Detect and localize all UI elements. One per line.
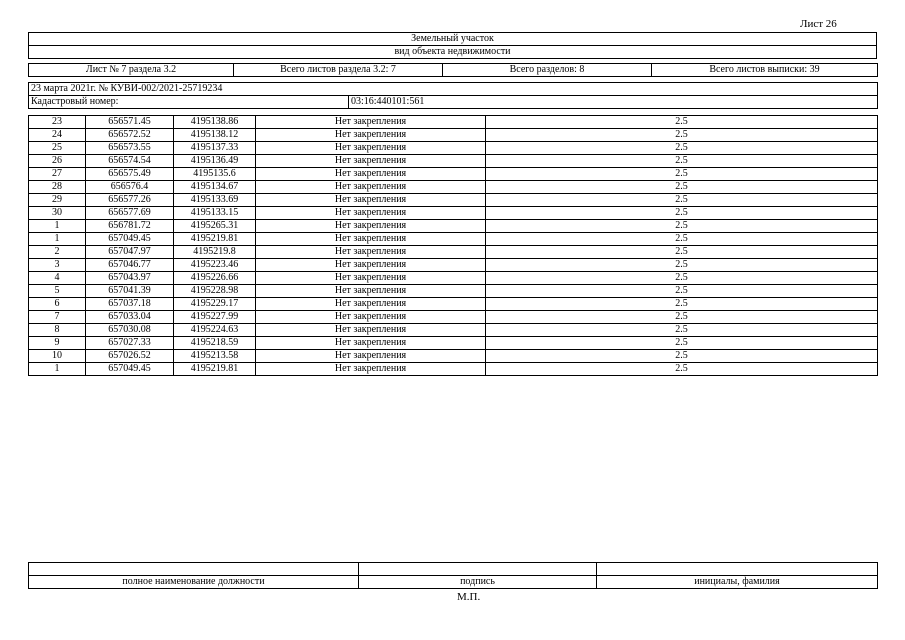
table-row — [29, 350, 878, 363]
accuracy: 2.5 — [486, 233, 878, 246]
point-number: 25 — [29, 142, 86, 155]
point-number: 1 — [29, 363, 86, 376]
object-type: Земельный участок — [29, 33, 877, 46]
header-table — [28, 32, 877, 59]
table-row — [29, 129, 878, 142]
coord-x: 656572.52 — [86, 129, 174, 142]
accuracy: 2.5 — [486, 350, 878, 363]
total-sheets: Всего листов выписки: 39 — [652, 64, 878, 77]
fixation-method: Нет закрепления — [256, 285, 486, 298]
coord-x: 656571.45 — [86, 116, 174, 129]
coord-y: 4195219.81 — [174, 233, 256, 246]
point-number: 8 — [29, 324, 86, 337]
table-row — [29, 246, 878, 259]
point-number: 27 — [29, 168, 86, 181]
coord-x: 656577.26 — [86, 194, 174, 207]
point-number: 10 — [29, 350, 86, 363]
accuracy: 2.5 — [486, 155, 878, 168]
accuracy: 2.5 — [486, 298, 878, 311]
point-number: 1 — [29, 220, 86, 233]
point-number: 5 — [29, 285, 86, 298]
accuracy: 2.5 — [486, 259, 878, 272]
coord-y: 4195135.6 — [174, 168, 256, 181]
sheet-label: Лист 26 — [800, 18, 837, 30]
table-row — [29, 142, 878, 155]
coord-y: 4195226.66 — [174, 272, 256, 285]
table-row — [29, 285, 878, 298]
fixation-method: Нет закрепления — [256, 116, 486, 129]
table-row — [29, 337, 878, 350]
table-row — [29, 272, 878, 285]
coordinates-table — [28, 115, 878, 376]
seal-label: М.П. — [457, 591, 481, 603]
coord-x: 656575.49 — [86, 168, 174, 181]
point-number: 23 — [29, 116, 86, 129]
table-row — [29, 181, 878, 194]
point-number: 26 — [29, 155, 86, 168]
coord-x: 657049.45 — [86, 233, 174, 246]
accuracy: 2.5 — [486, 142, 878, 155]
coord-y: 4195229.17 — [174, 298, 256, 311]
point-number: 24 — [29, 129, 86, 142]
info-bar — [28, 63, 878, 77]
accuracy: 2.5 — [486, 116, 878, 129]
coord-x: 657026.52 — [86, 350, 174, 363]
fixation-method: Нет закрепления — [256, 129, 486, 142]
fixation-method: Нет закрепления — [256, 207, 486, 220]
accuracy: 2.5 — [486, 272, 878, 285]
coord-x: 656576.4 — [86, 181, 174, 194]
cadastral-value: 03:16:440101:561 — [349, 96, 878, 109]
accuracy: 2.5 — [486, 220, 878, 233]
table-row — [29, 311, 878, 324]
total-sections: Всего разделов: 8 — [443, 64, 652, 77]
coord-y: 4195134.67 — [174, 181, 256, 194]
coord-y: 4195136.49 — [174, 155, 256, 168]
coord-y: 4195224.63 — [174, 324, 256, 337]
point-number: 6 — [29, 298, 86, 311]
coord-x: 657049.45 — [86, 363, 174, 376]
object-caption: вид объекта недвижимости — [29, 46, 877, 59]
table-row — [29, 220, 878, 233]
coord-x: 657041.39 — [86, 285, 174, 298]
fixation-method: Нет закрепления — [256, 259, 486, 272]
coord-x: 656574.54 — [86, 155, 174, 168]
fixation-method: Нет закрепления — [256, 272, 486, 285]
sheet-of-section: Лист № 7 раздела 3.2 — [29, 64, 234, 77]
fixation-method: Нет закрепления — [256, 168, 486, 181]
point-number: 1 — [29, 233, 86, 246]
coord-x: 657037.18 — [86, 298, 174, 311]
coord-x: 656573.55 — [86, 142, 174, 155]
coord-x: 657043.97 — [86, 272, 174, 285]
point-number: 30 — [29, 207, 86, 220]
point-number: 7 — [29, 311, 86, 324]
accuracy: 2.5 — [486, 363, 878, 376]
coord-y: 4195219.8 — [174, 246, 256, 259]
coord-y: 4195227.99 — [174, 311, 256, 324]
point-number: 4 — [29, 272, 86, 285]
coord-y: 4195133.15 — [174, 207, 256, 220]
coord-y: 4195223.46 — [174, 259, 256, 272]
accuracy: 2.5 — [486, 337, 878, 350]
point-number: 3 — [29, 259, 86, 272]
table-row — [29, 155, 878, 168]
cadastral-label: Кадастровый номер: — [29, 96, 349, 109]
coord-x: 656577.69 — [86, 207, 174, 220]
position-field — [29, 563, 359, 576]
total-section-sheets: Всего листов раздела 3.2: 7 — [234, 64, 443, 77]
table-row — [29, 298, 878, 311]
fixation-method: Нет закрепления — [256, 324, 486, 337]
signature-field — [359, 563, 597, 576]
coord-x: 657046.77 — [86, 259, 174, 272]
table-row — [29, 194, 878, 207]
coord-y: 4195138.12 — [174, 129, 256, 142]
accuracy: 2.5 — [486, 194, 878, 207]
coord-x: 657047.97 — [86, 246, 174, 259]
fixation-method: Нет закрепления — [256, 194, 486, 207]
fixation-method: Нет закрепления — [256, 246, 486, 259]
fixation-method: Нет закрепления — [256, 155, 486, 168]
accuracy: 2.5 — [486, 207, 878, 220]
fixation-method: Нет закрепления — [256, 337, 486, 350]
coord-y: 4195138.86 — [174, 116, 256, 129]
coord-x: 657027.33 — [86, 337, 174, 350]
table-row — [29, 233, 878, 246]
accuracy: 2.5 — [486, 311, 878, 324]
fixation-method: Нет закрепления — [256, 220, 486, 233]
accuracy: 2.5 — [486, 285, 878, 298]
initials-field — [597, 563, 878, 576]
accuracy: 2.5 — [486, 246, 878, 259]
fixation-method: Нет закрепления — [256, 311, 486, 324]
table-row — [29, 259, 878, 272]
coord-x: 657033.04 — [86, 311, 174, 324]
initials-caption: инициалы, фамилия — [597, 576, 878, 589]
point-number: 2 — [29, 246, 86, 259]
point-number: 9 — [29, 337, 86, 350]
coord-y: 4195265.31 — [174, 220, 256, 233]
coord-y: 4195137.33 — [174, 142, 256, 155]
fixation-method: Нет закрепления — [256, 233, 486, 246]
signature-caption: подпись — [359, 576, 597, 589]
table-row — [29, 116, 878, 129]
table-row — [29, 324, 878, 337]
fixation-method: Нет закрепления — [256, 363, 486, 376]
position-caption: полное наименование должности — [29, 576, 359, 589]
fixation-method: Нет закрепления — [256, 142, 486, 155]
point-number: 28 — [29, 181, 86, 194]
coord-y: 4195219.81 — [174, 363, 256, 376]
accuracy: 2.5 — [486, 168, 878, 181]
accuracy: 2.5 — [486, 129, 878, 142]
fixation-method: Нет закрепления — [256, 350, 486, 363]
date-number: 23 марта 2021г. № КУВИ-002/2021-25719234 — [29, 83, 878, 96]
coord-x: 656781.72 — [86, 220, 174, 233]
coord-y: 4195133.69 — [174, 194, 256, 207]
coord-y: 4195213.58 — [174, 350, 256, 363]
signature-block — [28, 562, 878, 589]
fixation-method: Нет закрепления — [256, 298, 486, 311]
coord-x: 657030.08 — [86, 324, 174, 337]
table-row — [29, 168, 878, 181]
coord-y: 4195218.59 — [174, 337, 256, 350]
table-row — [29, 363, 878, 376]
doc-info — [28, 82, 878, 109]
accuracy: 2.5 — [486, 324, 878, 337]
coordinates-rows — [29, 116, 878, 376]
point-number: 29 — [29, 194, 86, 207]
fixation-method: Нет закрепления — [256, 181, 486, 194]
table-row — [29, 207, 878, 220]
accuracy: 2.5 — [486, 181, 878, 194]
coord-y: 4195228.98 — [174, 285, 256, 298]
